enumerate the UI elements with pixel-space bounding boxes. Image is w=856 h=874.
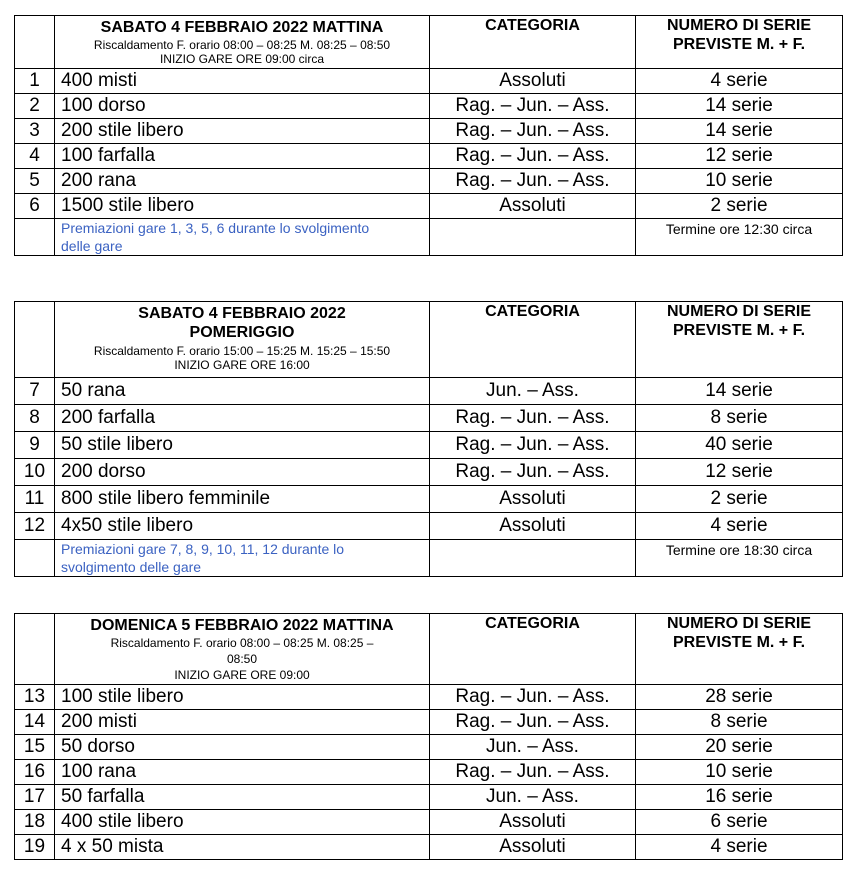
event-series: 2 serie [636, 194, 843, 219]
event-number: 4 [15, 144, 55, 169]
session-table-2 [14, 301, 843, 577]
event-name: 50 dorso [55, 735, 430, 760]
event-row [15, 486, 843, 513]
start-time-text: INIZIO GARE ORE 16:00 [174, 358, 310, 372]
series-header-line2: PREVISTE M. + F. [672, 634, 806, 651]
header-blank-cell [15, 614, 55, 685]
session-header [15, 614, 843, 685]
awards-note-line1: Premiazioni gare 1, 3, 5, 6 durante lo svolgimento [61, 220, 370, 236]
event-number: 13 [15, 685, 55, 710]
event-name: 200 dorso [55, 459, 430, 486]
event-row [15, 405, 843, 432]
event-series: 20 serie [636, 735, 843, 760]
event-name: 4 x 50 mista [55, 835, 430, 860]
session-header [15, 302, 843, 378]
event-category: Rag. – Jun. – Ass. [430, 432, 636, 459]
event-number: 14 [15, 710, 55, 735]
series-header-line2: PREVISTE M. + F. [672, 36, 806, 53]
event-name: 200 stile libero [55, 119, 430, 144]
category-header-label: CATEGORIA [485, 615, 580, 632]
event-series: 8 serie [636, 710, 843, 735]
start-time-text: INIZIO GARE ORE 09:00 [174, 668, 310, 682]
event-series: 14 serie [636, 94, 843, 119]
category-header [430, 614, 636, 685]
notes-blank-cell [15, 540, 55, 577]
event-row [15, 119, 843, 144]
event-number: 17 [15, 785, 55, 810]
event-series: 10 serie [636, 760, 843, 785]
event-category: Rag. – Jun. – Ass. [430, 459, 636, 486]
event-name: 400 stile libero [55, 810, 430, 835]
event-name: 100 rana [55, 760, 430, 785]
event-series: 16 serie [636, 785, 843, 810]
event-name: 800 stile libero femminile [55, 486, 430, 513]
event-name: 100 stile libero [55, 685, 430, 710]
series-header-line2: PREVISTE M. + F. [672, 322, 806, 339]
warmup-text: Riscaldamento F. orario 08:00 – 08:25 M. 08:25 – 08:50 [93, 38, 391, 52]
event-name: 400 misti [55, 69, 430, 94]
session-title: DOMENICA 5 FEBBRAIO 2022 MATTINA [90, 617, 394, 634]
session-header [15, 16, 843, 69]
event-category: Assoluti [430, 194, 636, 219]
event-row [15, 760, 843, 785]
awards-note [55, 219, 430, 256]
series-header [636, 16, 843, 69]
event-row [15, 169, 843, 194]
end-time-text: Termine ore 18:30 circa [636, 540, 843, 577]
series-header-line1: NUMERO DI SERIE [666, 615, 811, 632]
event-row [15, 685, 843, 710]
event-name: 4x50 stile libero [55, 513, 430, 540]
event-row [15, 194, 843, 219]
event-row [15, 735, 843, 760]
series-header-line1: NUMERO DI SERIE [666, 303, 811, 320]
event-number: 19 [15, 835, 55, 860]
event-number: 6 [15, 194, 55, 219]
event-category: Rag. – Jun. – Ass. [430, 94, 636, 119]
event-row [15, 94, 843, 119]
event-category: Rag. – Jun. – Ass. [430, 405, 636, 432]
category-header [430, 302, 636, 378]
warmup-text-line2: 08:50 [226, 652, 258, 666]
event-series: 8 serie [636, 405, 843, 432]
event-category: Jun. – Ass. [430, 735, 636, 760]
event-category: Assoluti [430, 513, 636, 540]
event-name: 200 misti [55, 710, 430, 735]
series-header-line1: NUMERO DI SERIE [666, 17, 811, 34]
session-title-cell [55, 302, 430, 378]
event-name: 1500 stile libero [55, 194, 430, 219]
event-row [15, 710, 843, 735]
event-series: 14 serie [636, 119, 843, 144]
awards-note [55, 540, 430, 577]
event-number: 1 [15, 69, 55, 94]
event-number: 18 [15, 810, 55, 835]
event-series: 4 serie [636, 513, 843, 540]
event-name: 50 farfalla [55, 785, 430, 810]
event-category: Assoluti [430, 810, 636, 835]
event-category: Jun. – Ass. [430, 785, 636, 810]
series-header [636, 302, 843, 378]
awards-note-line2: svolgimento delle gare [61, 559, 202, 575]
event-name: 100 dorso [55, 94, 430, 119]
event-row [15, 835, 843, 860]
event-number: 3 [15, 119, 55, 144]
session-title: SABATO 4 FEBBRAIO 2022 [138, 305, 346, 322]
event-name: 200 farfalla [55, 405, 430, 432]
event-number: 11 [15, 486, 55, 513]
category-header-label: CATEGORIA [485, 303, 580, 320]
event-number: 2 [15, 94, 55, 119]
event-row [15, 513, 843, 540]
event-series: 14 serie [636, 378, 843, 405]
session-title: SABATO 4 FEBBRAIO 2022 MATTINA [100, 19, 384, 36]
event-series: 4 serie [636, 69, 843, 94]
event-row [15, 810, 843, 835]
event-name: 50 stile libero [55, 432, 430, 459]
session-title-cell [55, 614, 430, 685]
event-series: 4 serie [636, 835, 843, 860]
event-category: Assoluti [430, 69, 636, 94]
event-number: 15 [15, 735, 55, 760]
event-category: Assoluti [430, 835, 636, 860]
event-category: Jun. – Ass. [430, 378, 636, 405]
event-row [15, 69, 843, 94]
event-category: Rag. – Jun. – Ass. [430, 119, 636, 144]
event-row [15, 432, 843, 459]
warmup-text: Riscaldamento F. orario 08:00 – 08:25 M. 08:25 – [110, 636, 374, 650]
event-number: 12 [15, 513, 55, 540]
event-row [15, 459, 843, 486]
warmup-text: Riscaldamento F. orario 15:00 – 15:25 M. 15:25 – 15:50 [93, 344, 391, 358]
event-name: 200 rana [55, 169, 430, 194]
notes-blank-cell [15, 219, 55, 256]
event-name: 50 rana [55, 378, 430, 405]
end-time-text: Termine ore 12:30 circa [636, 219, 843, 256]
header-blank-cell [15, 16, 55, 69]
session-title-cell [55, 16, 430, 69]
event-number: 16 [15, 760, 55, 785]
event-series: 2 serie [636, 486, 843, 513]
event-category: Rag. – Jun. – Ass. [430, 169, 636, 194]
awards-note-line2: delle gare [61, 238, 123, 254]
event-series: 12 serie [636, 144, 843, 169]
notes-row [15, 219, 843, 256]
event-series: 28 serie [636, 685, 843, 710]
header-blank-cell [15, 302, 55, 378]
event-category: Rag. – Jun. – Ass. [430, 685, 636, 710]
event-category: Rag. – Jun. – Ass. [430, 710, 636, 735]
event-category: Rag. – Jun. – Ass. [430, 144, 636, 169]
event-number: 8 [15, 405, 55, 432]
event-series: 12 serie [636, 459, 843, 486]
session-title-line2: POMERIGGIO [189, 324, 295, 341]
notes-category-blank [430, 540, 636, 577]
session-table-1 [14, 15, 843, 256]
event-series: 10 serie [636, 169, 843, 194]
awards-note-line1: Premiazioni gare 7, 8, 9, 10, 11, 12 durante lo [61, 541, 345, 557]
event-row [15, 378, 843, 405]
start-time-text: INIZIO GARE ORE 09:00 circa [159, 52, 325, 66]
category-header [430, 16, 636, 69]
event-row [15, 785, 843, 810]
event-series: 40 serie [636, 432, 843, 459]
event-row [15, 144, 843, 169]
event-number: 10 [15, 459, 55, 486]
event-number: 9 [15, 432, 55, 459]
notes-category-blank [430, 219, 636, 256]
event-category: Assoluti [430, 486, 636, 513]
event-name: 100 farfalla [55, 144, 430, 169]
event-number: 7 [15, 378, 55, 405]
category-header-label: CATEGORIA [485, 17, 580, 34]
event-series: 6 serie [636, 810, 843, 835]
event-category: Rag. – Jun. – Ass. [430, 760, 636, 785]
session-table-3 [14, 613, 843, 860]
notes-row [15, 540, 843, 577]
series-header [636, 614, 843, 685]
event-number: 5 [15, 169, 55, 194]
